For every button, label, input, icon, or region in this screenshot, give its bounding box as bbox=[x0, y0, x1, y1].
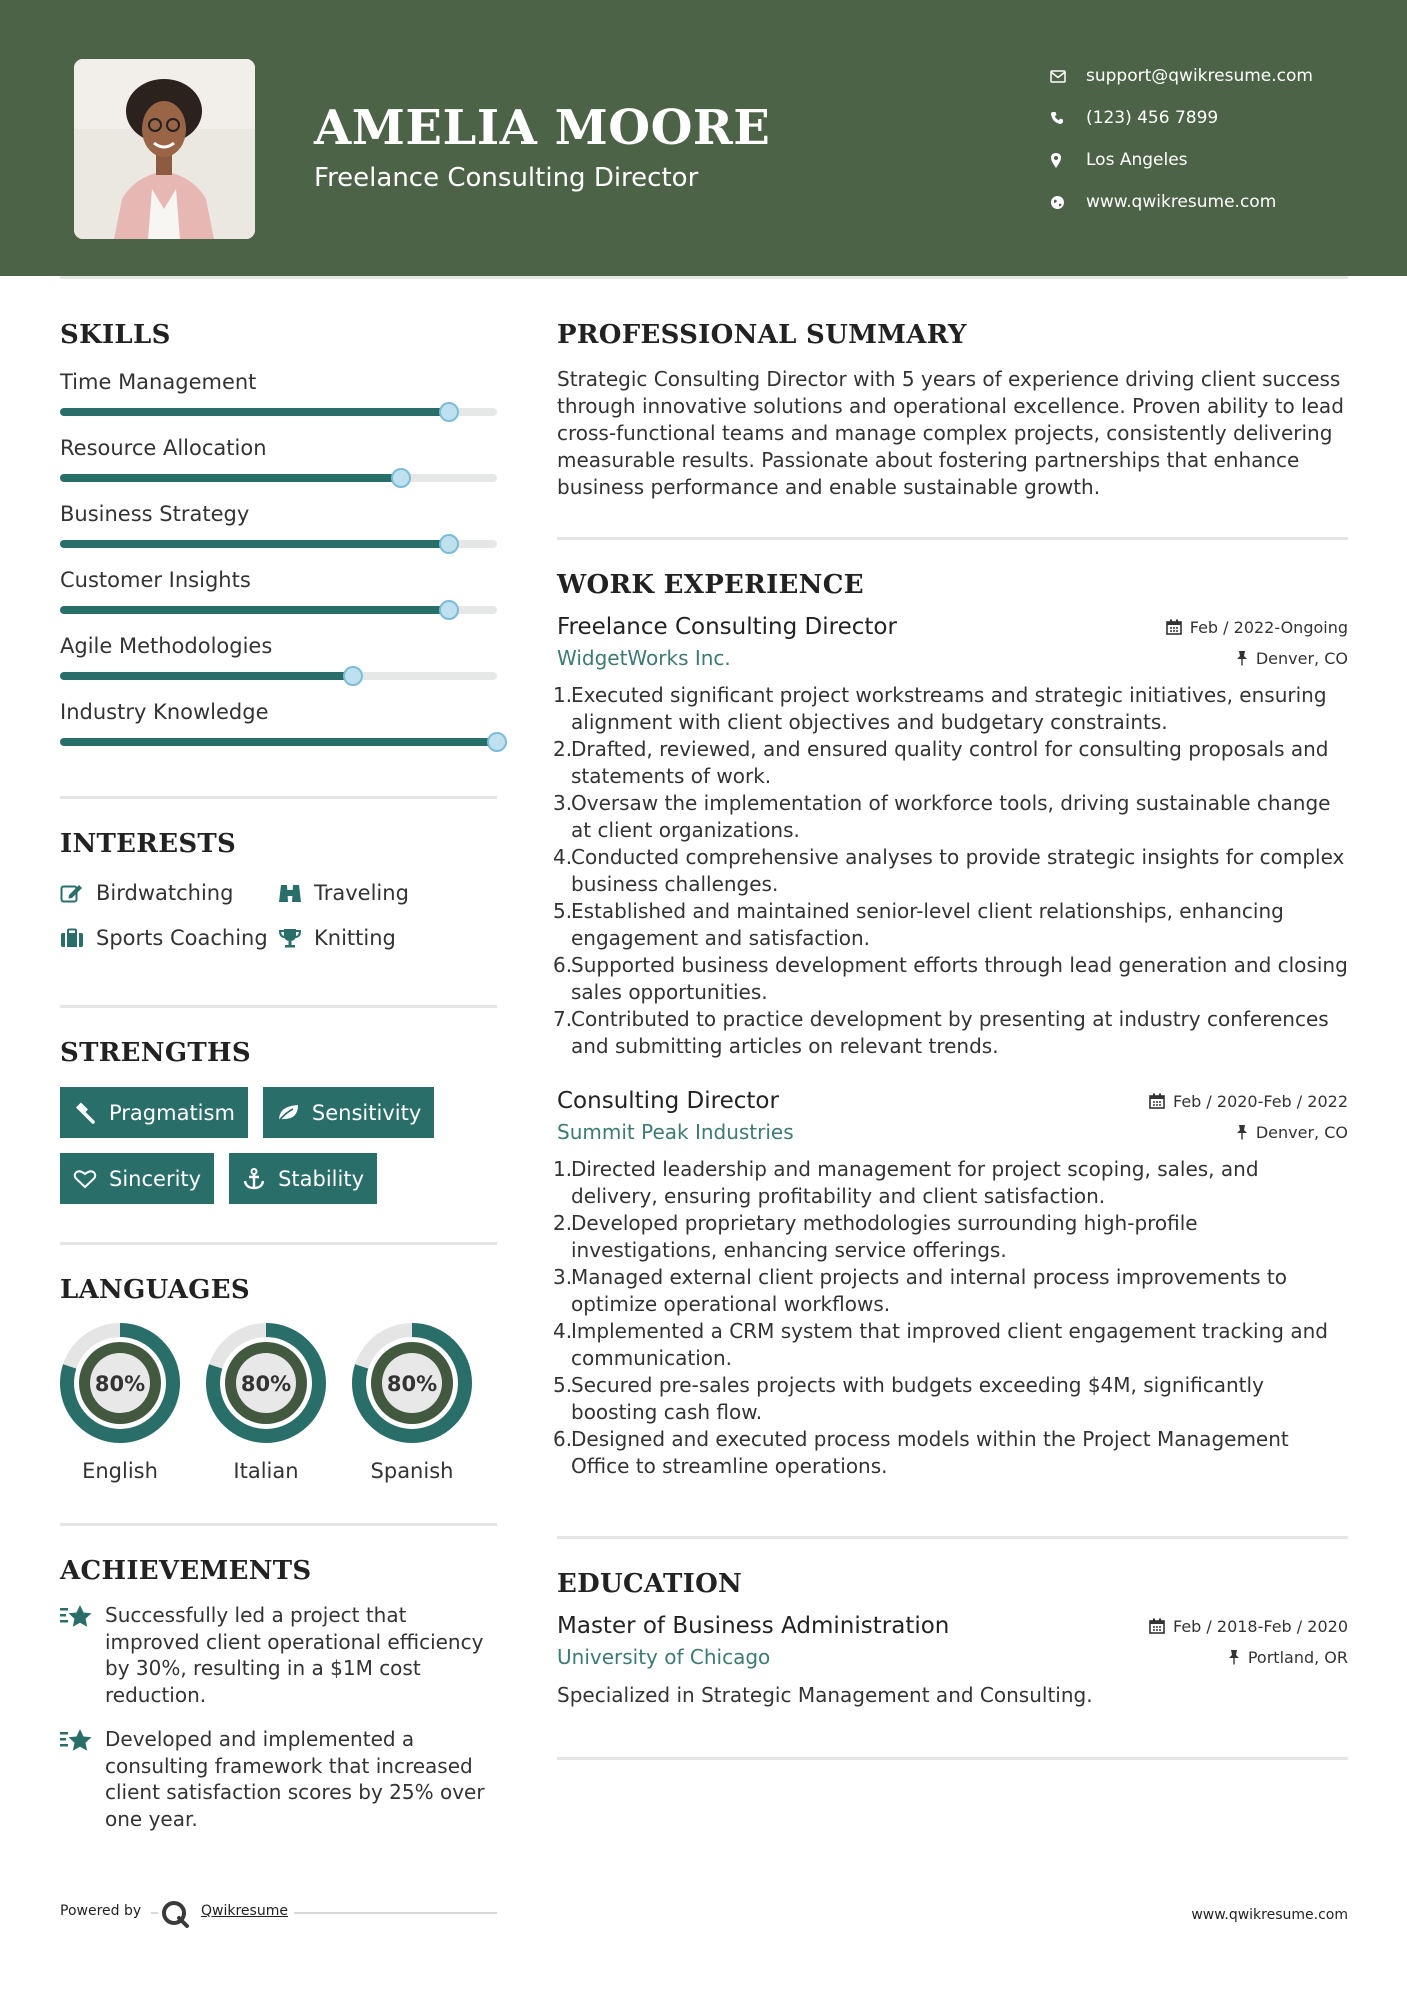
experience-heading: WORK EXPERIENCE bbox=[557, 570, 864, 600]
job-bullet-text: Established and maintained senior-level client relationships, enhancing engagement and satisfaction. bbox=[571, 899, 1284, 950]
job-dates-text: Feb / 2022-Ongoing bbox=[1189, 617, 1348, 637]
job-dates-text: Feb / 2020-Feb / 2022 bbox=[1173, 1091, 1348, 1111]
interest-label: Sports Coaching bbox=[96, 925, 268, 950]
language-ring bbox=[60, 1323, 180, 1443]
job-bullets bbox=[553, 682, 1348, 1060]
job-entry bbox=[553, 614, 1348, 1060]
calendar-icon bbox=[1166, 619, 1182, 635]
job-bullet-text: Managed external client projects and internal process improvements to optimize operational workflows. bbox=[571, 1265, 1287, 1316]
education-header-row bbox=[557, 1613, 1348, 1639]
skill-item bbox=[60, 368, 497, 416]
skill-bar-fill bbox=[60, 672, 353, 680]
job-bullet-text: Directed leadership and management for project scoping, sales, and delivery, ensuring profitability and client satisfaction. bbox=[571, 1157, 1259, 1208]
contact-phone-text: (123) 456 7899 bbox=[1086, 108, 1219, 128]
skill-label: Resource Allocation bbox=[60, 436, 267, 460]
language-item bbox=[206, 1323, 326, 1483]
skill-bar-fill bbox=[60, 474, 401, 482]
education-subheader-row bbox=[557, 1645, 1348, 1669]
skill-bar bbox=[60, 408, 497, 416]
briefcase-icon bbox=[60, 928, 96, 948]
section-divider bbox=[60, 1523, 497, 1526]
section-divider bbox=[557, 1536, 1348, 1539]
skill-item bbox=[60, 632, 497, 680]
job-entry bbox=[553, 1088, 1348, 1480]
resume-header bbox=[0, 0, 1407, 276]
education-description: Specialized in Strategic Management and Consulting. bbox=[557, 1683, 1093, 1707]
interest-item bbox=[278, 879, 497, 906]
skill-label: Time Management bbox=[60, 370, 257, 394]
skill-bar bbox=[60, 672, 497, 680]
skill-bar bbox=[60, 540, 497, 548]
brand-link[interactable]: Qwikresume bbox=[201, 1903, 294, 1919]
skill-bar-fill bbox=[60, 408, 449, 416]
powered-by-footer bbox=[60, 1893, 497, 1933]
job-location bbox=[1236, 649, 1348, 668]
interests-heading: INTERESTS bbox=[60, 829, 237, 859]
interest-label: Traveling bbox=[314, 880, 409, 905]
skill-bar bbox=[60, 738, 497, 746]
education-heading: EDUCATION bbox=[557, 1569, 743, 1599]
language-ring bbox=[352, 1323, 472, 1443]
education-dates-text: Feb / 2018-Feb / 2020 bbox=[1173, 1616, 1348, 1636]
profile-photo bbox=[74, 59, 255, 239]
calendar-icon bbox=[1149, 1093, 1165, 1109]
leaf-icon bbox=[276, 1103, 300, 1123]
job-company: WidgetWorks Inc. bbox=[557, 646, 731, 670]
language-item bbox=[352, 1323, 472, 1483]
job-header-row bbox=[557, 1088, 1348, 1114]
header-divider bbox=[60, 276, 1348, 279]
skill-label: Business Strategy bbox=[60, 502, 250, 526]
candidate-name: AMELIA MOORE bbox=[314, 100, 771, 156]
education-dates bbox=[1149, 1617, 1348, 1636]
calendar-icon bbox=[1149, 1618, 1165, 1634]
job-dates bbox=[1149, 1092, 1348, 1111]
strength-label: Sincerity bbox=[109, 1166, 202, 1191]
interests-list bbox=[60, 879, 497, 951]
strengths-heading: STRENGTHS bbox=[60, 1038, 251, 1068]
job-bullet-text: Secured pre-sales projects with budgets exceeding $4M, significantly boosting cash flow. bbox=[571, 1373, 1264, 1424]
language-label: Spanish bbox=[370, 1459, 454, 1483]
job-bullet: 1. Directed leadership and management for project scoping, sales, and delivery, ensuring profitability and client satisfaction. bbox=[557, 1156, 1348, 1210]
pushpin-icon bbox=[1236, 650, 1248, 666]
skill-bar bbox=[60, 474, 497, 482]
interest-label: Birdwatching bbox=[96, 880, 234, 905]
job-role: Freelance Consulting Director bbox=[557, 614, 897, 640]
envelope-icon bbox=[1050, 70, 1086, 83]
job-location-text: Denver, CO bbox=[1255, 1122, 1348, 1142]
map-pin-icon bbox=[1050, 153, 1086, 168]
skill-label: Agile Methodologies bbox=[60, 634, 273, 658]
strength-chip bbox=[229, 1153, 377, 1204]
binoculars-icon bbox=[278, 883, 314, 903]
skill-bar-fill bbox=[60, 738, 497, 746]
job-bullet: 6. Supported business development efforts through lead generation and closing sales opportunities. bbox=[553, 953, 1348, 1004]
job-bullets bbox=[553, 1156, 1348, 1480]
education-school: University of Chicago bbox=[557, 1645, 771, 1669]
education-location bbox=[1228, 1648, 1348, 1667]
education-location-text: Portland, OR bbox=[1247, 1647, 1348, 1667]
section-divider bbox=[60, 1005, 497, 1008]
job-bullet: 5. Secured pre-sales projects with budgets exceeding $4M, significantly boosting cash flow. bbox=[557, 1372, 1348, 1426]
job-bullet: 4. Conducted comprehensive analyses to provide strategic insights for complex business challenges. bbox=[557, 844, 1348, 898]
skill-item bbox=[60, 698, 497, 746]
job-header-row bbox=[557, 614, 1348, 640]
job-role: Consulting Director bbox=[557, 1088, 779, 1114]
job-bullet: 3. Oversaw the implementation of workforce tools, driving sustainable change at client organizations. bbox=[557, 790, 1348, 844]
right-column bbox=[553, 320, 1348, 1760]
globe-icon bbox=[1050, 195, 1086, 210]
contact-list bbox=[1050, 55, 1313, 223]
job-subheader-row bbox=[557, 1120, 1348, 1144]
achievement-item bbox=[60, 1602, 497, 1708]
strength-chip bbox=[60, 1153, 214, 1204]
interest-label: Knitting bbox=[314, 925, 396, 950]
anchor-icon bbox=[242, 1168, 266, 1190]
strength-chip bbox=[60, 1087, 248, 1138]
skill-bar-knob bbox=[343, 666, 363, 686]
skill-label: Customer Insights bbox=[60, 568, 251, 592]
job-bullet: 2. Drafted, reviewed, and ensured quality control for consulting proposals and statements of work. bbox=[557, 736, 1348, 790]
section-divider bbox=[557, 537, 1348, 540]
language-percent: 80% bbox=[240, 1372, 292, 1396]
achievement-text: Successfully led a project that improved client operational efficiency by 30%, resulting in a $1M cost reduction. bbox=[105, 1603, 484, 1707]
interest-item bbox=[60, 924, 278, 951]
language-label: Italian bbox=[233, 1459, 299, 1483]
job-location bbox=[1236, 1123, 1348, 1142]
pushpin-icon bbox=[1228, 1649, 1240, 1665]
job-bullet-text: Conducted comprehensive analyses to provide strategic insights for complex business challenges. bbox=[571, 845, 1345, 896]
achievements-list bbox=[60, 1602, 497, 1832]
skill-bar-knob bbox=[487, 732, 507, 752]
job-bullet: 1. Executed significant project workstreams and strategic initiatives, ensuring alignment with client objectives and budgetary constraints. bbox=[557, 682, 1348, 736]
section-divider bbox=[557, 1757, 1348, 1760]
strength-label: Sensitivity bbox=[311, 1100, 422, 1125]
job-bullet: 3. Managed external client projects and internal process improvements to optimize operational workflows. bbox=[557, 1264, 1348, 1318]
interest-item bbox=[60, 879, 278, 906]
section-divider bbox=[60, 796, 497, 799]
skill-bar bbox=[60, 606, 497, 614]
job-subheader-row bbox=[557, 646, 1348, 670]
job-bullet-text: Contributed to practice development by presenting at industry conferences and submitting articles on relevant trends. bbox=[571, 1007, 1329, 1058]
language-percent: 80% bbox=[94, 1372, 146, 1396]
skill-bar-knob bbox=[391, 468, 411, 488]
gavel-icon bbox=[73, 1102, 97, 1124]
powered-by-label: Powered by bbox=[60, 1903, 151, 1919]
heart-icon bbox=[73, 1169, 97, 1189]
achievements-heading: ACHIEVEMENTS bbox=[60, 1556, 312, 1586]
job-bullet-text: Oversaw the implementation of workforce tools, driving sustainable change at client organizations. bbox=[571, 791, 1331, 842]
pencil-square-icon bbox=[60, 883, 96, 903]
job-bullet-text: Developed proprietary methodologies surrounding high-profile investigations, enhancing service offerings. bbox=[571, 1211, 1198, 1262]
language-ring bbox=[206, 1323, 326, 1443]
education-degree: Master of Business Administration bbox=[557, 1613, 950, 1639]
skill-bar-knob bbox=[439, 600, 459, 620]
strength-label: Stability bbox=[278, 1166, 365, 1191]
job-bullet: 6. Designed and executed process models within the Project Management Office to streamline operations. bbox=[557, 1426, 1348, 1480]
contact-website-text: www.qwikresume.com bbox=[1086, 192, 1277, 212]
skill-label: Industry Knowledge bbox=[60, 700, 269, 724]
summary-text: Strategic Consulting Director with 5 years of experience driving client success through innovative solutions and operational excellence. Proven ability to lead cross-functional teams and manage complex projects, consistently delivering measurable results. Passionate about fostering partnerships that enhance business performance and enable sustainable growth. bbox=[557, 367, 1344, 499]
skill-item bbox=[60, 500, 497, 548]
achievement-text: Developed and implemented a consulting framework that increased client satisfaction scores by 25% over one year. bbox=[105, 1727, 485, 1831]
education-entry bbox=[557, 1613, 1348, 1707]
achievement-item bbox=[60, 1726, 497, 1832]
strengths-list bbox=[60, 1087, 497, 1204]
job-bullet-text: Designed and executed process models within the Project Management Office to streamline operations. bbox=[571, 1427, 1289, 1478]
job-bullet: 4. Implemented a CRM system that improved client engagement tracking and communication. bbox=[557, 1318, 1348, 1372]
job-company: Summit Peak Industries bbox=[557, 1120, 794, 1144]
job-bullet: 7. Contributed to practice development by presenting at industry conferences and submitting articles on relevant trends. bbox=[557, 1006, 1348, 1060]
contact-email-text: support@qwikresume.com bbox=[1086, 66, 1313, 86]
summary-heading: PROFESSIONAL SUMMARY bbox=[557, 320, 967, 350]
qwikresume-logo-icon bbox=[160, 1899, 190, 1929]
skill-bar-knob bbox=[439, 402, 459, 422]
languages-heading: LANGUAGES bbox=[60, 1275, 250, 1305]
skills-list bbox=[60, 368, 497, 746]
phone-icon bbox=[1050, 111, 1086, 125]
contact-email[interactable] bbox=[1050, 55, 1313, 97]
language-percent: 80% bbox=[386, 1372, 438, 1396]
strength-label: Pragmatism bbox=[109, 1100, 235, 1125]
skill-bar-fill bbox=[60, 540, 449, 548]
languages-list bbox=[60, 1323, 497, 1483]
job-bullet: 2. Developed proprietary methodologies surrounding high-profile investigations, enhancing service offerings. bbox=[557, 1210, 1348, 1264]
job-location-text: Denver, CO bbox=[1255, 648, 1348, 668]
skill-bar-knob bbox=[439, 534, 459, 554]
left-column bbox=[60, 320, 497, 1832]
star-list-icon bbox=[60, 1602, 105, 1708]
contact-location bbox=[1050, 139, 1313, 181]
star-list-icon bbox=[60, 1726, 105, 1832]
trophy-icon bbox=[278, 928, 314, 948]
interest-item bbox=[278, 924, 497, 951]
skill-item bbox=[60, 434, 497, 482]
skills-heading: SKILLS bbox=[60, 320, 171, 350]
language-label: English bbox=[82, 1459, 158, 1483]
skill-item bbox=[60, 566, 497, 614]
pushpin-icon bbox=[1236, 1124, 1248, 1140]
job-bullet-text: Implemented a CRM system that improved client engagement tracking and communication. bbox=[571, 1319, 1328, 1370]
job-dates bbox=[1166, 618, 1348, 637]
job-bullet-text: Executed significant project workstreams and strategic initiatives, ensuring alignment with client objectives and budgetary constraints. bbox=[571, 683, 1327, 734]
contact-phone[interactable] bbox=[1050, 97, 1313, 139]
job-bullet: 5. Established and maintained senior-level client relationships, enhancing engagement and satisfaction. bbox=[557, 898, 1348, 952]
candidate-title: Freelance Consulting Director bbox=[314, 163, 699, 193]
strength-chip bbox=[263, 1087, 434, 1138]
section-divider bbox=[60, 1242, 497, 1245]
portrait-image bbox=[74, 59, 255, 239]
footer-website[interactable]: www.qwikresume.com bbox=[1191, 1907, 1348, 1923]
job-bullet-text: Drafted, reviewed, and ensured quality control for consulting proposals and statements of work. bbox=[571, 737, 1329, 788]
language-item bbox=[60, 1323, 180, 1483]
job-bullet-text: Supported business development efforts through lead generation and closing sales opportunities. bbox=[571, 953, 1348, 1004]
contact-location-text: Los Angeles bbox=[1086, 150, 1188, 170]
skill-bar-fill bbox=[60, 606, 449, 614]
contact-website[interactable] bbox=[1050, 181, 1313, 223]
